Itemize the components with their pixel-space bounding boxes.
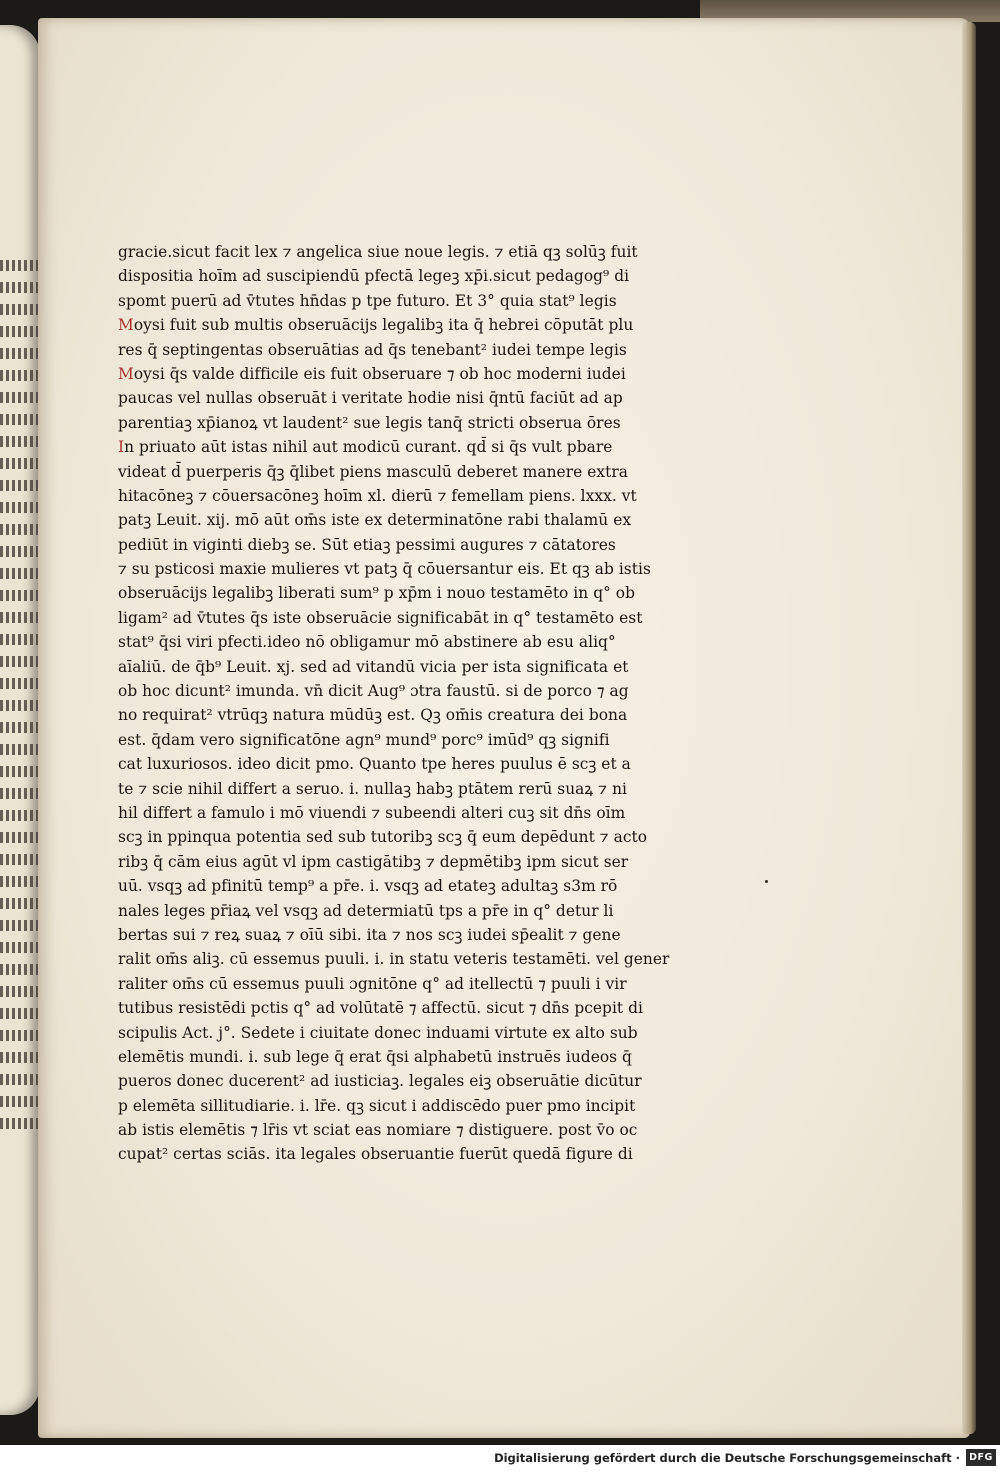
text-line: scipulis Act. j°. Sedete i ciuitate donec induami virtute ex alto sub bbox=[118, 1023, 638, 1042]
text-line: scꝫ in ppinqua potentia sed sub tutoribꝫ scꝫ q̄ eum depēdunt ⁊ acto bbox=[118, 828, 648, 847]
text-line: ob hoc dicunt² imunda. vn̄ dicit Aug⁹ ɔtra faustū. si de porco ⁊ ag bbox=[118, 682, 629, 701]
text-line: bertas sui ⁊ reꝝ suaꝝ ⁊ oīū sibi. ita ⁊ nos scꝫ iudei sp̄ealit ⁊ gene bbox=[118, 925, 621, 944]
text-line: est. q̄dam vero significatōne agn⁹ mund⁹ porc⁹ imūd⁹ qꝫ signifi bbox=[118, 730, 610, 749]
rubricated-initial: M bbox=[118, 364, 134, 383]
text-line: pueros donec ducerent² ad iusticiaꝫ. legales eiꝫ obseruātie dicūtur bbox=[118, 1072, 642, 1091]
text-line: nales leges pr̄iaꝝ vel vsqꝫ ad determiatū tps a pr̄e in q° detur li bbox=[118, 901, 614, 920]
text-line: ralit om̄s aliꝫ. cū essemus puuli. i. in statu veteris testamēti. vel gener bbox=[118, 950, 670, 969]
text-line: cat luxuriosos. ideo dicit pmo. Quanto tpe heres puulus ē scꝫ et a bbox=[118, 755, 631, 774]
dfg-logo: DFG bbox=[966, 1449, 996, 1466]
text-line: raliter om̄s cū essemus puuli ɔgnitōne q° ad itellectū ⁊ puuli i vir bbox=[118, 974, 627, 993]
text-line: videat d̄ puerperis q̄ꝫ q̄libet piens masculū deberet manere extra bbox=[118, 462, 628, 481]
text-line: uū. vsqꝫ ad pfinitū temp⁹ a pr̄e. i. vsqꝫ ad etateꝫ adultaꝫ s3m rō bbox=[118, 877, 618, 896]
footer-bar bbox=[0, 1445, 1000, 1472]
text-line: Moysi fuit sub multis obseruācijs legalibꝫ ita q̄ hebrei cōputāt plu bbox=[118, 316, 634, 335]
previous-page-text-fragments bbox=[0, 260, 40, 1140]
text-line: ⁊ su psticosi maxie mulieres vt patꝫ q̄ cōuersantur eis. Et qꝫ ab istis bbox=[118, 560, 651, 579]
text-line: ab istis elemētis ⁊ lr̄is vt sciat eas nomiare ⁊ distiguere. post v̄o oc bbox=[118, 1121, 638, 1140]
incunable-text-block bbox=[118, 240, 768, 1167]
rubricated-initial: M bbox=[118, 316, 134, 335]
text-line: paucas vel nullas obseruāt i veritate hodie nisi q̄ntū faciūt ad ap bbox=[118, 389, 623, 408]
previous-page-edge bbox=[0, 25, 40, 1415]
text-line: ribꝫ q̄ cām eius agūt vl ipm castigātibꝫ ⁊ depmētibꝫ ipm sicut ser bbox=[118, 852, 629, 871]
text-line: dispositia hoīm ad suscipiendū pfectā legeꝫ xp̄i.sicut pedagog⁹ di bbox=[118, 267, 630, 286]
text-line: aīaliū. de q̄b⁹ Leuit. xj. sed ad vitandū vicia per ista significata et bbox=[118, 657, 629, 676]
text-line: In priuato aūt istas nihil aut modicū curant. qd̄ si q̄s vult pbare bbox=[118, 438, 613, 457]
page-fore-edge bbox=[962, 22, 976, 1434]
rubricated-initial: I bbox=[118, 438, 125, 457]
text-line: obseruācijs legalibꝫ liberati sum⁹ p xp̄m i nouo testamēto in q° ob bbox=[118, 584, 635, 603]
text-line: gracie.sicut facit lex ⁊ angelica siue noue legis. ⁊ etiā qꝫ solūꝫ fuit bbox=[118, 243, 638, 261]
page-mark bbox=[765, 880, 768, 883]
text-line: spomt puerū ad v̄tutes hn̄das p tpe futuro. Et 3° quia stat⁹ legis bbox=[118, 291, 617, 310]
text-line: res q̄ septingentas obseruātias ad q̄s tenebant² iudei tempe legis bbox=[118, 340, 627, 359]
text-line: ligam² ad v̄tutes q̄s iste obseruācie significabāt in q° testamēto est bbox=[118, 608, 643, 627]
digitization-credit: Digitalisierung gefördert durch die Deutsche Forschungsgemeinschaft · bbox=[494, 1451, 960, 1465]
text-line: cupat² certas sciās. ita legales obseruantie fuerūt quedā figure di bbox=[118, 1145, 633, 1164]
text-line: Moysi q̄s valde difficile eis fuit obseruare ⁊ ob hoc moderni iudei bbox=[118, 364, 626, 383]
text-line: elemētis mundi. i. sub lege q̄ erat q̄si alphabetū instruēs iudeos q̄ bbox=[118, 1047, 632, 1066]
text-line: hil differt a famulo i mō viuendi ⁊ subeendi alteri cuꝫ sit dn̄s oīm bbox=[118, 803, 626, 822]
text-line: parentiaꝫ xp̄ianoꝝ vt laudent² sue legis tanq̄ stricti obserua ōres bbox=[118, 413, 621, 432]
text-line: patꝫ Leuit. xij. mō aūt om̄s iste ex determinatōne rabi thalamū ex bbox=[118, 511, 632, 530]
text-line: hitacōneꝫ ⁊ cōuersacōneꝫ hoīm xl. dierū ⁊ femellam piens. lxxx. vt bbox=[118, 486, 637, 505]
text-line: tutibus resistēdi pctis q° ad volūtatē ⁊ affectū. sicut ⁊ dn̄s pcepit di bbox=[118, 999, 643, 1018]
text-line: te ⁊ scie nihil differt a seruo. i. nullaꝫ habꝫ ptātem rerū suaꝝ ⁊ ni bbox=[118, 779, 628, 798]
text-line: stat⁹ q̄si viri pfecti.ideo nō obligamur mō abstinere ab esu aliq° bbox=[118, 633, 616, 652]
text-line: no requirat² vtrūqꝫ natura mūdūꝫ est. Qꝫ om̄is creatura dei bona bbox=[118, 706, 628, 725]
text-line: p elemēta sillitudiarie. i. lr̄e. qꝫ sicut i addiscēdo puer pmo incipit bbox=[118, 1096, 636, 1115]
text-line: pediūt in viginti diebꝫ se. Sūt etiaꝫ pessimi augures ⁊ cātatores bbox=[118, 535, 616, 554]
